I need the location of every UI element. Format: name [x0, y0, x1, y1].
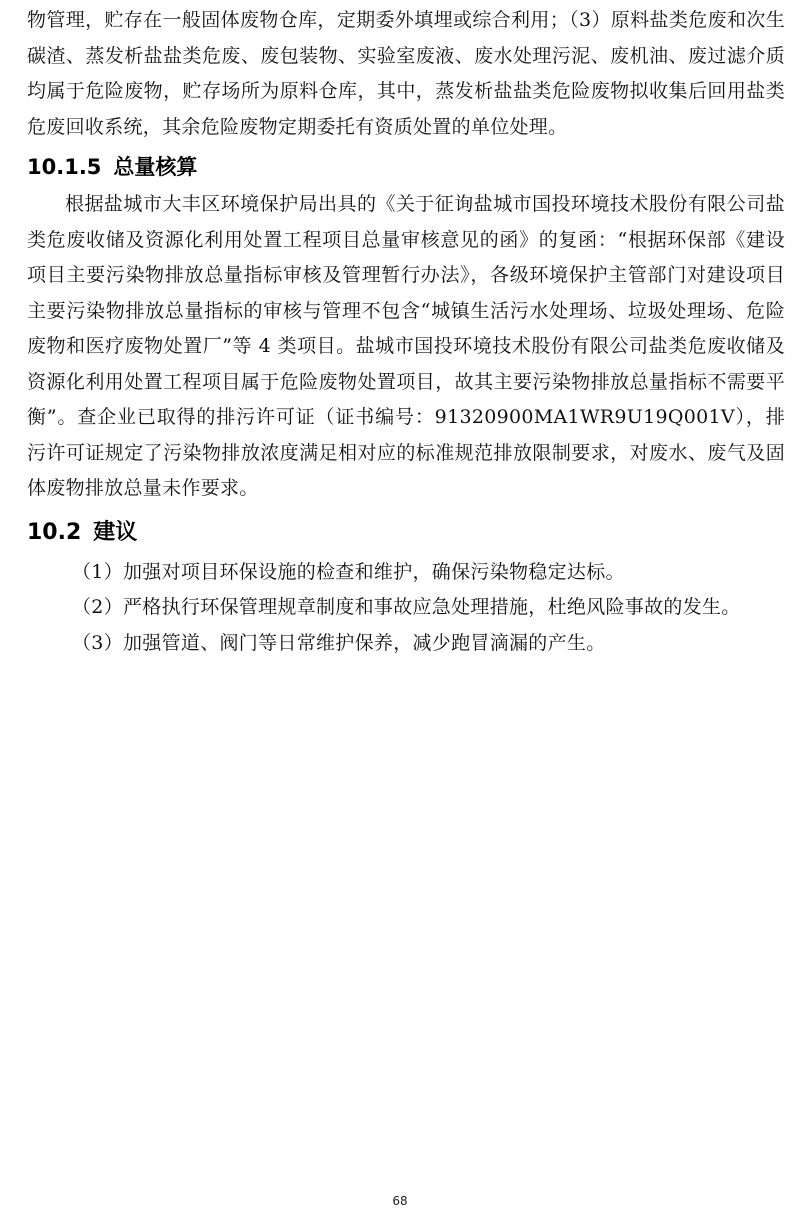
section-title: 建议: [93, 519, 138, 545]
continuation-paragraph: 物管理，贮存在一般固体废物仓库，定期委外填埋或综合利用；（3）原料盐类危废和次生碳渣、蒸发析盐盐类危废、废包装物、实验室废液、废水处理污泥、废机油、废过滤介质均属于危险废物，贮存场所为原料仓库，其中，蒸发析盐盐类危险废物拟收集后回用盐类危废回收系统，其余危险废物定期委托有资质处置的单位处理。: [27, 9, 785, 138]
document-page: [27, 0, 785, 661]
total-amount-paragraph: 根据盐城市大丰区环境保护局出具的《关于征询盐城市国投环境技术股份有限公司盐类危废收储及资源化利用处置工程项目总量审核意见的函》的复函：“根据环保部《建设项目主要污染物排放总量指标审核及管理暂行办法》，各级环境保护主管部门对建设项目主要污染物排放总量指标的审核与管理不包含“城镇生活污水处理场、垃圾处理场、危险废物和医疗废物处置厂”等 4 类项目。盐城市国投环境技术股份有限公司盐类危废收储及资源化利用处置工程项目属于危险废物处置项目，故其主要污染物排放总量指标不需要平衡”。查企业已取得的排污许可证（证书编号：91320900MA1WR9U19Q001V），排污许可证规定了污染物排放浓度满足相对应的标准规范排放限制要求，对废水、废气及固体废物排放总量未作要求。: [27, 193, 785, 499]
section-number: 10.1.5: [27, 155, 102, 179]
suggestion-item: （1）加强对项目环保设施的检查和维护，确保污染物稳定达标。: [72, 560, 625, 583]
section-number: 10.2: [27, 519, 82, 545]
section-heading-10-2: [27, 513, 785, 553]
suggestion-item: （2）严格执行环保管理规章制度和事故应急处理措施，杜绝风险事故的发生。: [72, 596, 741, 618]
suggestion-list: [27, 555, 785, 662]
page-number: 68: [392, 1194, 408, 1208]
section-title: 总量核算: [113, 155, 198, 179]
suggestion-item: （3）加强管道、阀门等日常维护保养，减少跑冒滴漏的产生。: [72, 631, 606, 654]
section-heading-10-1-5: [27, 147, 785, 187]
